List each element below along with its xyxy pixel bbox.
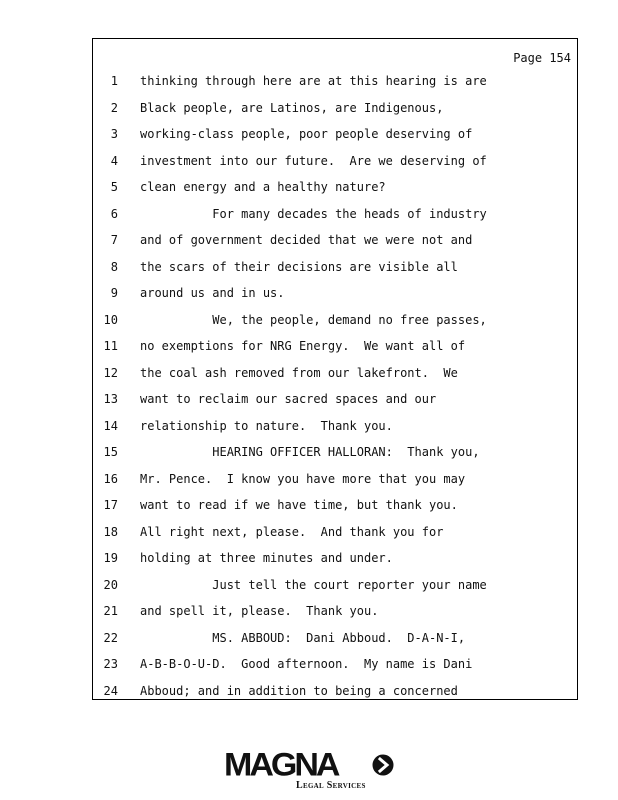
line-text: relationship to nature. Thank you. bbox=[140, 418, 393, 433]
line-text: want to read if we have time, but thank you. bbox=[140, 498, 458, 512]
transcript-line bbox=[93, 74, 577, 101]
line-text: working-class people, poor people deserving of bbox=[140, 127, 473, 141]
line-number: 15 bbox=[103, 445, 118, 459]
transcript-line bbox=[93, 233, 577, 260]
line-number: 1 bbox=[110, 74, 118, 88]
line-text: We, the people, demand no free passes, bbox=[140, 312, 487, 327]
line-text: HEARING OFFICER HALLORAN: Thank you, bbox=[140, 445, 480, 459]
line-number: 14 bbox=[103, 418, 118, 433]
line-number: 17 bbox=[103, 498, 118, 512]
line-text: Just tell the court reporter your name bbox=[140, 577, 487, 592]
transcript-line bbox=[93, 604, 577, 631]
line-number: 11 bbox=[103, 339, 118, 353]
line-text: holding at three minutes and under. bbox=[140, 551, 393, 565]
transcript-line bbox=[93, 551, 577, 578]
transcript-line bbox=[93, 339, 577, 366]
transcript-line bbox=[93, 101, 577, 128]
line-number: 6 bbox=[110, 206, 118, 221]
line-text: investment into our future. Are we deserving of bbox=[140, 153, 487, 168]
transcript-line bbox=[93, 366, 577, 393]
transcript-line bbox=[93, 260, 577, 287]
line-text: and of government decided that we were not and bbox=[140, 233, 473, 247]
transcript-line bbox=[93, 498, 577, 525]
transcript-line bbox=[93, 657, 577, 684]
line-text: A-B-B-O-U-D. Good afternoon. My name is Dani bbox=[140, 657, 473, 671]
transcript-line bbox=[93, 445, 577, 472]
line-text: clean energy and a healthy nature? bbox=[140, 180, 386, 194]
transcript-line bbox=[93, 127, 577, 154]
line-number: 19 bbox=[103, 551, 118, 565]
line-number: 5 bbox=[110, 180, 118, 194]
line-number: 4 bbox=[110, 153, 118, 168]
logo-subtitle: Legal Services bbox=[296, 780, 366, 791]
line-text: Abboud; and in addition to being a concerned bbox=[140, 683, 458, 698]
line-number: 24 bbox=[103, 683, 118, 698]
page-number: Page 154 bbox=[513, 51, 571, 65]
transcript-line bbox=[93, 525, 577, 552]
transcript-line bbox=[93, 631, 577, 658]
line-number: 2 bbox=[110, 100, 118, 115]
line-number: 18 bbox=[103, 524, 118, 539]
line-number: 10 bbox=[103, 312, 118, 327]
chevron-right-circle-icon bbox=[372, 754, 394, 776]
line-number: 22 bbox=[103, 630, 118, 645]
line-number: 23 bbox=[103, 657, 118, 671]
logo-wordmark: MAGNA bbox=[224, 746, 338, 784]
line-text: want to reclaim our sacred spaces and our bbox=[140, 392, 437, 406]
line-text: no exemptions for NRG Energy. We want all of bbox=[140, 339, 466, 353]
line-text: Black people, are Latinos, are Indigenous, bbox=[140, 100, 444, 115]
transcript-line bbox=[93, 578, 577, 605]
line-text: around us and in us. bbox=[140, 286, 285, 300]
line-number: 3 bbox=[110, 127, 118, 141]
transcript-line bbox=[93, 180, 577, 207]
line-number: 13 bbox=[103, 392, 118, 406]
line-text: For many decades the heads of industry bbox=[140, 206, 487, 221]
transcript-line bbox=[93, 207, 577, 234]
magna-logo bbox=[224, 748, 404, 792]
transcript-line bbox=[93, 472, 577, 499]
transcript-line bbox=[93, 313, 577, 340]
transcript-line bbox=[93, 286, 577, 313]
line-number: 20 bbox=[103, 577, 118, 592]
line-number: 9 bbox=[110, 286, 118, 300]
line-text: Mr. Pence. I know you have more that you may bbox=[140, 471, 466, 486]
transcript-line bbox=[93, 154, 577, 181]
line-text: the scars of their decisions are visible all bbox=[140, 259, 458, 274]
line-number: 7 bbox=[110, 233, 118, 247]
transcript-line bbox=[93, 419, 577, 446]
line-text: All right next, please. And thank you for bbox=[140, 524, 444, 539]
line-number: 21 bbox=[103, 604, 118, 618]
transcript-line bbox=[93, 392, 577, 419]
line-text: the coal ash removed from our lakefront. We bbox=[140, 365, 458, 380]
line-number: 12 bbox=[103, 365, 118, 380]
transcript-page bbox=[92, 38, 578, 700]
transcript-line bbox=[93, 684, 577, 711]
line-number: 8 bbox=[110, 259, 118, 274]
line-text: thinking through here are at this hearing is are bbox=[140, 74, 487, 88]
transcript-lines bbox=[93, 74, 577, 710]
line-number: 16 bbox=[103, 471, 118, 486]
line-text: and spell it, please. Thank you. bbox=[140, 604, 379, 618]
line-text: MS. ABBOUD: Dani Abboud. D-A-N-I, bbox=[140, 630, 466, 645]
